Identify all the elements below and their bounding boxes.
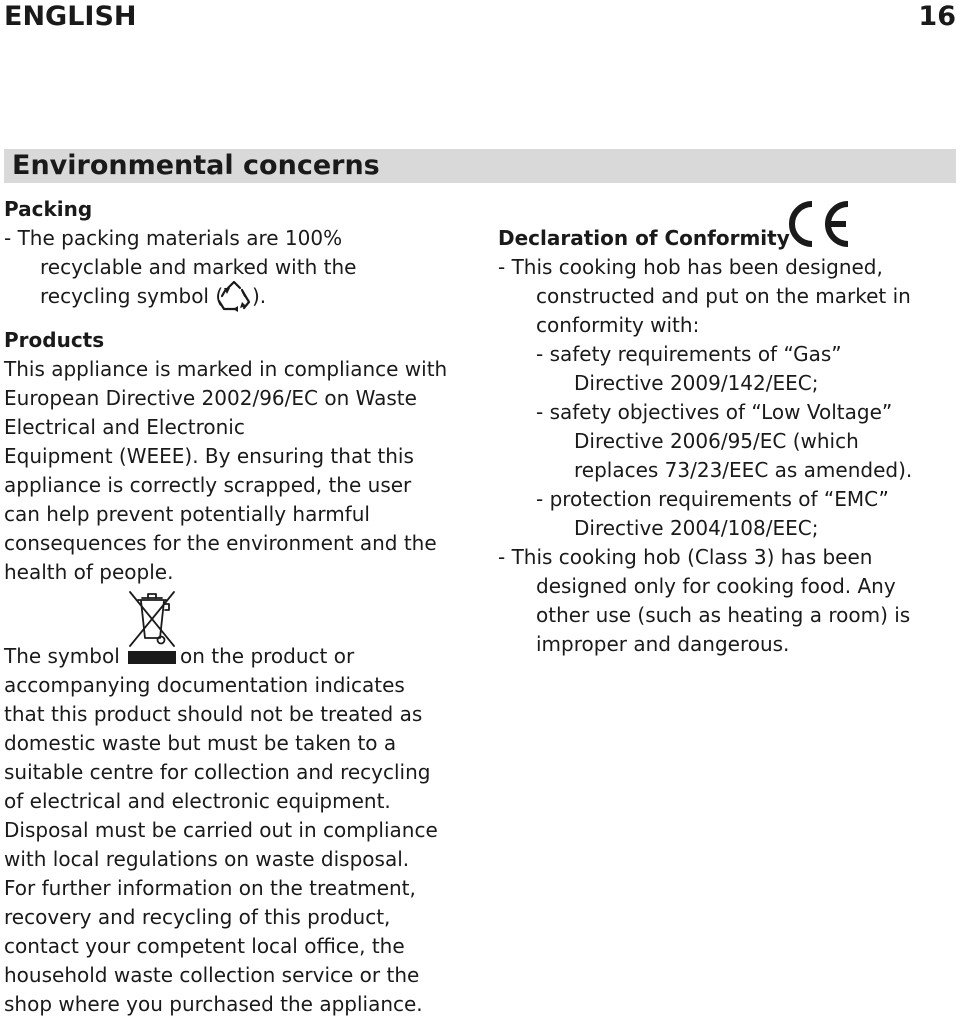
- symbol-line: domestic waste but must be taken to a: [4, 731, 397, 755]
- packing-line: - The packing materials are 100%: [4, 226, 343, 250]
- symbol-line: shop where you purchased the appliance.: [4, 992, 423, 1016]
- symbol-line: The symbol: [4, 644, 120, 668]
- products-line: can help prevent potentially harmful: [4, 502, 370, 526]
- products-line: Electrical and Electronic: [4, 415, 245, 439]
- conformity-line: other use (such as heating a room) is: [536, 603, 911, 627]
- symbol-line: household waste collection service or the: [4, 963, 420, 987]
- conformity-line: Directive 2004/108/EEC;: [574, 516, 819, 540]
- packing-line: recycling symbol (: [40, 284, 224, 308]
- conformity-line: designed only for cooking food. Any: [536, 574, 896, 598]
- page-number: 16: [918, 1, 956, 32]
- conformity-line: Directive 2009/142/EEC;: [574, 371, 819, 395]
- symbol-line: of electrical and electronic equipment.: [4, 789, 391, 813]
- symbol-line: with local regulations on waste disposal.: [4, 847, 410, 871]
- packing-line: ).: [252, 284, 267, 308]
- header-language: ENGLISH: [4, 1, 137, 32]
- products-line: This appliance is marked in compliance with: [4, 357, 448, 381]
- symbol-line: recovery and recycling of this product,: [4, 905, 391, 929]
- ce-mark-icon: [784, 198, 854, 250]
- symbol-line: on the product or: [180, 644, 355, 668]
- products-line: consequences for the environment and the: [4, 531, 437, 555]
- packing-heading: Packing: [4, 197, 93, 221]
- symbol-line: contact your competent local office, the: [4, 934, 405, 958]
- symbol-line: For further information on the treatment,: [4, 876, 416, 900]
- conformity-line: - safety requirements of “Gas”: [536, 342, 842, 366]
- symbol-line: Disposal must be carried out in compliance: [4, 818, 438, 842]
- products-line: Equipment (WEEE). By ensuring that this: [4, 444, 414, 468]
- conformity-line: constructed and put on the market in: [536, 284, 911, 308]
- recycle-icon: [216, 280, 252, 312]
- symbol-line: that this product should not be treated as: [4, 702, 423, 726]
- symbol-line: accompanying documentation indicates: [4, 673, 405, 697]
- products-heading: Products: [4, 328, 105, 352]
- section-title: Environmental concerns: [12, 150, 380, 181]
- conformity-line: - safety objectives of “Low Voltage”: [536, 400, 893, 424]
- products-line: appliance is correctly scrapped, the user: [4, 473, 412, 497]
- conformity-line: - protection requirements of “EMC”: [536, 487, 889, 511]
- conformity-line: conformity with:: [536, 313, 700, 337]
- products-line: health of people.: [4, 560, 174, 584]
- conformity-line: - This cooking hob (Class 3) has been: [498, 545, 873, 569]
- symbol-line: suitable centre for collection and recycling: [4, 760, 431, 784]
- conformity-line: Directive 2006/95/EC (which: [574, 429, 859, 453]
- conformity-line: improper and dangerous.: [536, 632, 790, 656]
- crossed-out-wheelie-bin-icon: [128, 588, 176, 666]
- section-bar: [4, 149, 956, 183]
- conformity-line: replaces 73/23/EEC as amended).: [574, 458, 913, 482]
- conformity-heading: Declaration of Conformity: [498, 226, 790, 250]
- conformity-line: - This cooking hob has been designed,: [498, 255, 883, 279]
- packing-line: recyclable and marked with the: [40, 255, 357, 279]
- products-line: European Directive 2002/96/EC on Waste: [4, 386, 417, 410]
